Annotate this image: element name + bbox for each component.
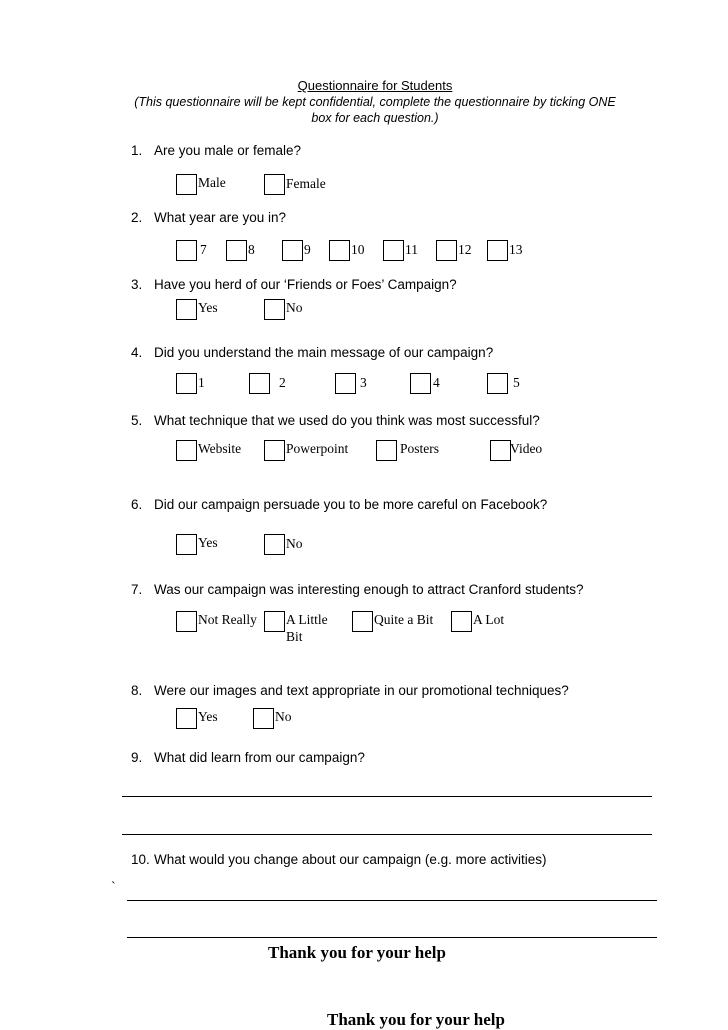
- question-text: Did you understand the main message of our campaign?: [154, 345, 494, 360]
- checkbox-posters[interactable]: [376, 440, 397, 461]
- checkbox-rating-2[interactable]: [249, 373, 270, 394]
- option-label: Yes: [198, 709, 218, 724]
- answer-line-4[interactable]: [127, 915, 661, 939]
- question-number: 1.: [131, 143, 143, 158]
- thank-you-message-duplicate: Thank you for your help: [327, 1010, 505, 1029]
- option-label: 7: [200, 242, 207, 257]
- option-label: A Lot: [473, 612, 505, 627]
- option-label: Not Really: [198, 612, 257, 627]
- question-text: What would you change about our campaign (e.g. more activities): [154, 852, 547, 867]
- instructions-line-1: (This questionnaire will be kept confidential, complete the questionnaire by ticking ONE: [134, 95, 616, 109]
- question-text: Have you herd of our ‘Friends or Foes’ Campaign?: [154, 277, 457, 292]
- checkbox-powerpoint[interactable]: [264, 440, 285, 461]
- option-label: 9: [304, 242, 311, 257]
- checkbox-year-7[interactable]: [176, 240, 197, 261]
- checkbox-male[interactable]: [176, 174, 197, 195]
- option-label: 10: [351, 242, 365, 257]
- option-label: 13: [509, 242, 523, 257]
- checkbox-yes[interactable]: [176, 299, 197, 320]
- question-text: Were our images and text appropriate in our promotional techniques?: [154, 683, 569, 698]
- option-label: 5: [513, 375, 520, 390]
- question-number: 3.: [131, 277, 143, 292]
- checkbox-year-13[interactable]: [487, 240, 508, 261]
- answer-line-2[interactable]: [122, 812, 656, 836]
- question-number: 9.: [131, 750, 143, 765]
- checkbox-year-8[interactable]: [226, 240, 247, 261]
- answer-rule: [127, 900, 657, 901]
- checkbox-no[interactable]: [253, 708, 274, 729]
- checkbox-yes[interactable]: [176, 534, 197, 555]
- checkbox-year-11[interactable]: [383, 240, 404, 261]
- answer-rule: [122, 796, 652, 797]
- checkbox-year-12[interactable]: [436, 240, 457, 261]
- checkbox-no[interactable]: [264, 299, 285, 320]
- option-label: 3: [360, 375, 367, 390]
- stray-mark: `: [111, 880, 116, 895]
- checkbox-yes[interactable]: [176, 708, 197, 729]
- answer-rule: [127, 937, 657, 938]
- option-label: 11: [405, 242, 418, 257]
- question-number: 6.: [131, 497, 143, 512]
- question-number: 2.: [131, 210, 143, 225]
- thank-you-message: Thank you for your help: [268, 943, 446, 962]
- answer-rule: [122, 834, 652, 835]
- checkbox-a-lot[interactable]: [451, 611, 472, 632]
- option-label: Male: [198, 175, 226, 190]
- question-text: What technique that we used do you think was most successful?: [154, 413, 540, 428]
- option-label: No: [286, 536, 303, 551]
- checkbox-video[interactable]: [490, 440, 511, 461]
- option-label: No: [286, 300, 303, 315]
- option-label: Powerpoint: [286, 441, 349, 456]
- question-number: 5.: [131, 413, 143, 428]
- question-text: Did our campaign persuade you to be more careful on Facebook?: [154, 497, 548, 512]
- checkbox-rating-1[interactable]: [176, 373, 197, 394]
- option-label-continued: Bit: [286, 629, 303, 644]
- option-label: 4: [433, 375, 440, 390]
- instructions-line-2: box for each question.): [311, 111, 439, 125]
- checkbox-a-little-bit[interactable]: [264, 611, 285, 632]
- checkbox-quite-a-bit[interactable]: [352, 611, 373, 632]
- question-number: 10.: [131, 852, 150, 867]
- option-label: Female: [286, 176, 326, 191]
- option-label: Quite a Bit: [374, 612, 434, 627]
- question-text: What year are you in?: [154, 210, 287, 225]
- answer-line-1[interactable]: [122, 774, 656, 798]
- checkbox-year-9[interactable]: [282, 240, 303, 261]
- page-title: Questionnaire for Students: [297, 78, 453, 93]
- question-text: Are you male or female?: [154, 143, 302, 158]
- checkbox-year-10[interactable]: [329, 240, 350, 261]
- option-label: 8: [248, 242, 255, 257]
- option-label: 2: [279, 375, 286, 390]
- option-label: A Little: [286, 612, 328, 627]
- option-label: 12: [458, 242, 472, 257]
- checkbox-rating-5[interactable]: [487, 373, 508, 394]
- checkbox-no[interactable]: [264, 534, 285, 555]
- question-number: 4.: [131, 345, 143, 360]
- option-label: Video: [510, 441, 543, 456]
- question-text: Was our campaign was interesting enough to attract Cranford students?: [154, 582, 584, 597]
- option-label: No: [275, 709, 292, 724]
- checkbox-rating-3[interactable]: [335, 373, 356, 394]
- checkbox-not-really[interactable]: [176, 611, 197, 632]
- answer-line-3[interactable]: [127, 878, 661, 902]
- option-label: 1: [198, 375, 205, 390]
- option-label: Posters: [400, 441, 440, 456]
- question-text: What did learn from our campaign?: [154, 750, 365, 765]
- checkbox-website[interactable]: [176, 440, 197, 461]
- option-label: Website: [198, 441, 242, 456]
- option-label: Yes: [198, 300, 218, 315]
- option-label: Yes: [198, 535, 218, 550]
- question-number: 8.: [131, 683, 143, 698]
- checkbox-rating-4[interactable]: [410, 373, 431, 394]
- checkbox-female[interactable]: [264, 174, 285, 195]
- question-number: 7.: [131, 582, 143, 597]
